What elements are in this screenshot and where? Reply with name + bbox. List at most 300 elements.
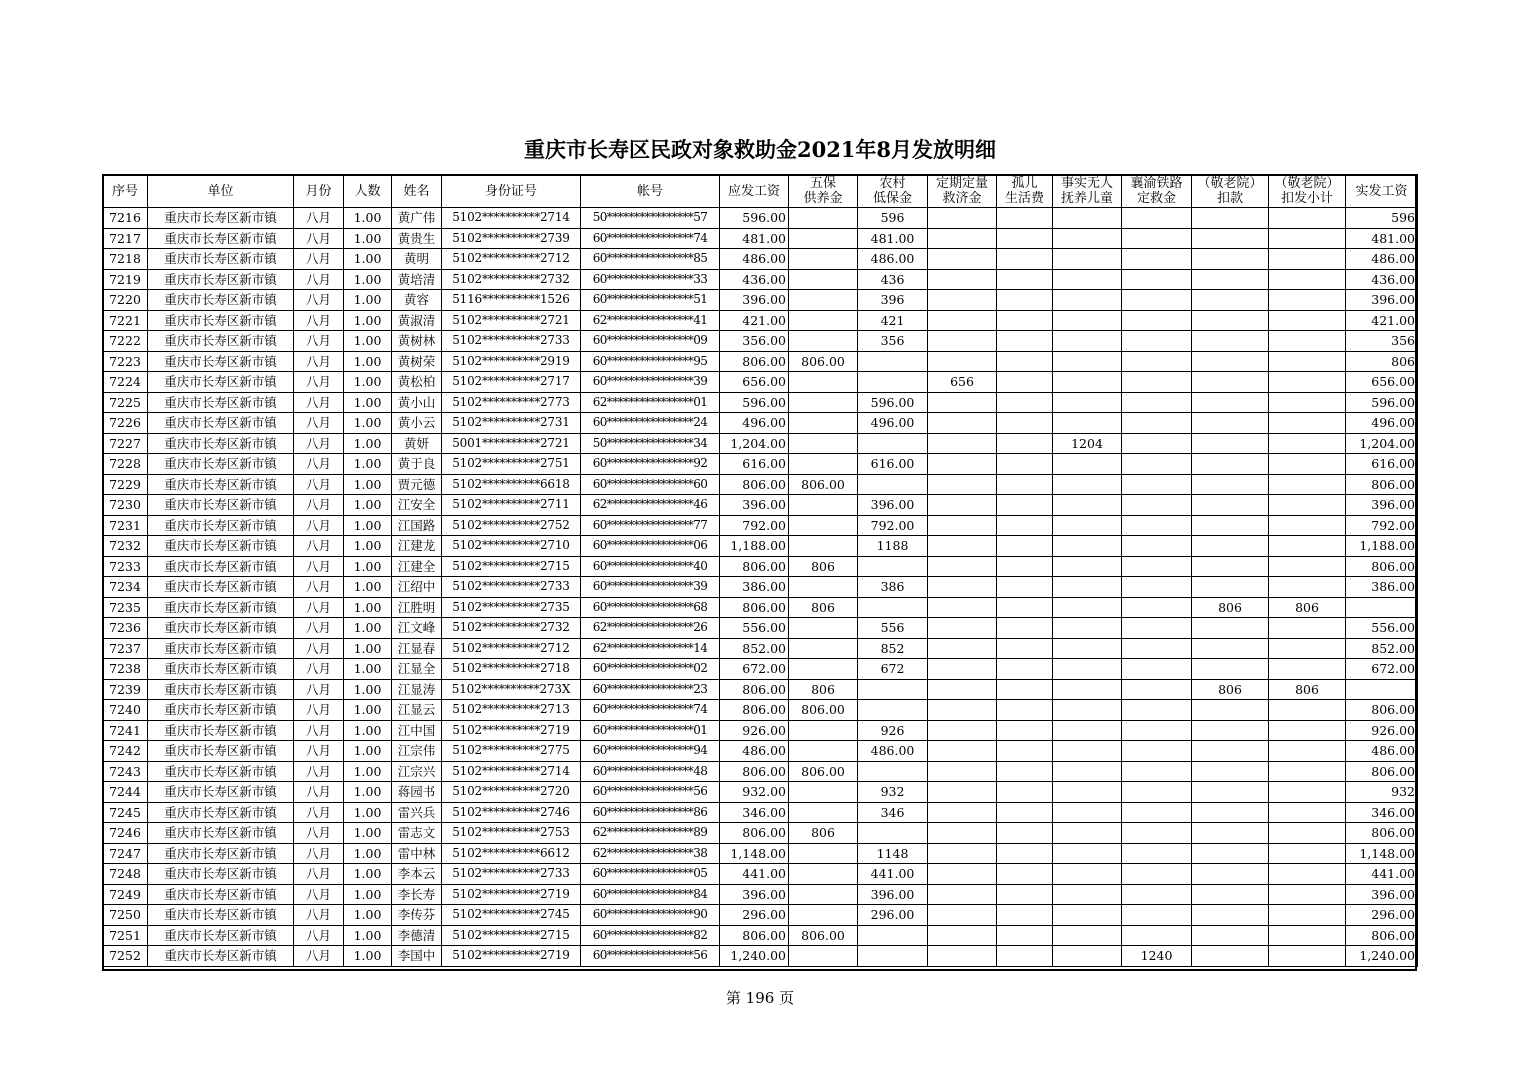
cell-wubao [789, 843, 858, 864]
cell-month: 八月 [294, 290, 344, 311]
cell-due: 396.00 [720, 290, 789, 311]
cell-jlyxj [1269, 577, 1346, 598]
cell-month: 八月 [294, 249, 344, 270]
cell-people: 1.00 [344, 269, 392, 290]
cell-wubao [789, 884, 858, 905]
cell-idno: 5102**********2714 [442, 208, 581, 229]
cell-dibao [858, 556, 928, 577]
table-row [103, 228, 1418, 249]
cell-jlyxj [1269, 659, 1346, 680]
cell-due: 616.00 [720, 454, 789, 475]
cell-name: 江显全 [392, 659, 442, 680]
cell-actual: 296.00 [1346, 905, 1418, 926]
cell-jlykk [1192, 925, 1269, 946]
cell-guer [997, 638, 1053, 659]
table-body [103, 208, 1418, 967]
cell-wubao [789, 720, 858, 741]
cell-unit: 重庆市长寿区新市镇 [148, 905, 294, 926]
cell-name: 黄妍 [392, 433, 442, 454]
cell-account: 60****************77 [581, 515, 720, 536]
cell-shishi [1053, 331, 1122, 352]
cell-idno: 5102**********2718 [442, 659, 581, 680]
table-row [103, 372, 1418, 393]
cell-shishi [1053, 536, 1122, 557]
cell-xiangyu [1122, 577, 1192, 598]
cell-unit: 重庆市长寿区新市镇 [148, 577, 294, 598]
cell-account: 60****************01 [581, 720, 720, 741]
cell-account: 62****************38 [581, 843, 720, 864]
cell-dingqi [928, 905, 997, 926]
cell-jlyxj: 806 [1269, 597, 1346, 618]
cell-shishi [1053, 741, 1122, 762]
cell-account: 60****************09 [581, 331, 720, 352]
cell-due: 346.00 [720, 802, 789, 823]
cell-due: 806.00 [720, 556, 789, 577]
cell-wubao: 806 [789, 597, 858, 618]
cell-idno: 5102**********2752 [442, 515, 581, 536]
cell-month: 八月 [294, 679, 344, 700]
cell-jlykk [1192, 946, 1269, 967]
table-row [103, 720, 1418, 741]
cell-month: 八月 [294, 577, 344, 598]
cell-account: 60****************39 [581, 372, 720, 393]
cell-dingqi [928, 515, 997, 536]
cell-seq: 7223 [103, 351, 148, 372]
cell-dibao: 396.00 [858, 884, 928, 905]
table-row [103, 946, 1418, 967]
cell-wubao: 806.00 [789, 700, 858, 721]
cell-people: 1.00 [344, 433, 392, 454]
cell-idno: 5102**********2733 [442, 577, 581, 598]
cell-seq: 7217 [103, 228, 148, 249]
cell-xiangyu [1122, 515, 1192, 536]
cell-guer [997, 495, 1053, 516]
cell-wubao [789, 228, 858, 249]
cell-actual: 1,240.00 [1346, 946, 1418, 967]
cell-jlyxj [1269, 864, 1346, 885]
cell-seq: 7230 [103, 495, 148, 516]
column-header-account: 帐号 [581, 175, 720, 208]
cell-name: 李国中 [392, 946, 442, 967]
cell-seq: 7241 [103, 720, 148, 741]
cell-guer [997, 823, 1053, 844]
cell-wubao [789, 659, 858, 680]
cell-unit: 重庆市长寿区新市镇 [148, 925, 294, 946]
cell-name: 江中国 [392, 720, 442, 741]
cell-actual: 806 [1346, 351, 1418, 372]
cell-idno: 5102**********2735 [442, 597, 581, 618]
cell-guer [997, 474, 1053, 495]
cell-seq: 7234 [103, 577, 148, 598]
cell-wubao [789, 638, 858, 659]
cell-jlykk [1192, 720, 1269, 741]
cell-actual: 806.00 [1346, 823, 1418, 844]
cell-month: 八月 [294, 228, 344, 249]
cell-wubao: 806.00 [789, 761, 858, 782]
cell-jlyxj [1269, 720, 1346, 741]
cell-account: 60****************48 [581, 761, 720, 782]
cell-jlyxj [1269, 351, 1346, 372]
cell-wubao [789, 433, 858, 454]
cell-actual [1346, 597, 1418, 618]
column-header-people: 人数 [344, 175, 392, 208]
cell-month: 八月 [294, 556, 344, 577]
cell-xiangyu [1122, 925, 1192, 946]
cell-jlyxj [1269, 474, 1346, 495]
cell-xiangyu [1122, 823, 1192, 844]
cell-due: 806.00 [720, 823, 789, 844]
cell-dibao: 421 [858, 310, 928, 331]
cell-dibao [858, 823, 928, 844]
cell-dingqi [928, 884, 997, 905]
cell-dibao: 486.00 [858, 249, 928, 270]
cell-xiangyu [1122, 454, 1192, 475]
cell-seq: 7235 [103, 597, 148, 618]
cell-dibao: 556 [858, 618, 928, 639]
table-row [103, 802, 1418, 823]
cell-month: 八月 [294, 618, 344, 639]
cell-unit: 重庆市长寿区新市镇 [148, 761, 294, 782]
cell-wubao [789, 905, 858, 926]
cell-guer [997, 310, 1053, 331]
cell-jlyxj [1269, 249, 1346, 270]
table-row [103, 679, 1418, 700]
cell-dingqi [928, 700, 997, 721]
cell-account: 60****************05 [581, 864, 720, 885]
cell-dibao: 481.00 [858, 228, 928, 249]
cell-wubao [789, 372, 858, 393]
cell-idno: 5102**********2751 [442, 454, 581, 475]
cell-idno: 5102**********2732 [442, 269, 581, 290]
cell-jlyxj [1269, 290, 1346, 311]
cell-unit: 重庆市长寿区新市镇 [148, 946, 294, 967]
cell-dingqi [928, 946, 997, 967]
cell-jlykk [1192, 802, 1269, 823]
cell-wubao [789, 413, 858, 434]
cell-dingqi [928, 761, 997, 782]
cell-jlyxj [1269, 208, 1346, 229]
cell-dingqi [928, 249, 997, 270]
cell-shishi [1053, 269, 1122, 290]
cell-dibao [858, 761, 928, 782]
cell-people: 1.00 [344, 495, 392, 516]
cell-wubao [789, 310, 858, 331]
cell-wubao [789, 331, 858, 352]
cell-jlyxj [1269, 884, 1346, 905]
cell-guer [997, 331, 1053, 352]
cell-actual: 932 [1346, 782, 1418, 803]
cell-guer [997, 679, 1053, 700]
cell-xiangyu [1122, 720, 1192, 741]
cell-xiangyu [1122, 884, 1192, 905]
cell-wubao [789, 515, 858, 536]
cell-people: 1.00 [344, 351, 392, 372]
cell-dibao: 486.00 [858, 741, 928, 762]
cell-jlyxj [1269, 495, 1346, 516]
cell-jlyxj [1269, 433, 1346, 454]
cell-people: 1.00 [344, 823, 392, 844]
cell-account: 60****************39 [581, 577, 720, 598]
cell-wubao [789, 208, 858, 229]
cell-account: 60****************82 [581, 925, 720, 946]
cell-due: 396.00 [720, 495, 789, 516]
cell-account: 60****************23 [581, 679, 720, 700]
cell-due: 356.00 [720, 331, 789, 352]
cell-shishi [1053, 864, 1122, 885]
cell-xiangyu [1122, 433, 1192, 454]
cell-seq: 7233 [103, 556, 148, 577]
cell-seq: 7226 [103, 413, 148, 434]
cell-jlykk [1192, 577, 1269, 598]
cell-seq: 7231 [103, 515, 148, 536]
cell-unit: 重庆市长寿区新市镇 [148, 310, 294, 331]
cell-jlyxj [1269, 700, 1346, 721]
cell-seq: 7220 [103, 290, 148, 311]
cell-name: 黄容 [392, 290, 442, 311]
cell-due: 806.00 [720, 700, 789, 721]
cell-jlykk [1192, 843, 1269, 864]
cell-unit: 重庆市长寿区新市镇 [148, 659, 294, 680]
cell-idno: 5102**********2773 [442, 392, 581, 413]
cell-month: 八月 [294, 536, 344, 557]
cell-people: 1.00 [344, 597, 392, 618]
cell-idno: 5102**********6612 [442, 843, 581, 864]
cell-jlykk [1192, 884, 1269, 905]
cell-seq: 7221 [103, 310, 148, 331]
cell-xiangyu [1122, 351, 1192, 372]
cell-jlyxj [1269, 802, 1346, 823]
cell-unit: 重庆市长寿区新市镇 [148, 618, 294, 639]
cell-jlykk [1192, 454, 1269, 475]
cell-dingqi [928, 782, 997, 803]
cell-shishi [1053, 597, 1122, 618]
cell-actual: 346.00 [1346, 802, 1418, 823]
cell-jlyxj [1269, 843, 1346, 864]
table-row [103, 864, 1418, 885]
cell-xiangyu: 1240 [1122, 946, 1192, 967]
cell-people: 1.00 [344, 413, 392, 434]
cell-shishi [1053, 228, 1122, 249]
cell-seq: 7244 [103, 782, 148, 803]
cell-wubao: 806.00 [789, 474, 858, 495]
cell-shishi [1053, 392, 1122, 413]
cell-jlykk [1192, 659, 1269, 680]
cell-due: 496.00 [720, 413, 789, 434]
cell-dingqi [928, 802, 997, 823]
cell-jlyxj: 806 [1269, 679, 1346, 700]
column-header-name: 姓名 [392, 175, 442, 208]
cell-unit: 重庆市长寿区新市镇 [148, 741, 294, 762]
cell-wubao [789, 290, 858, 311]
cell-jlyxj [1269, 618, 1346, 639]
cell-unit: 重庆市长寿区新市镇 [148, 720, 294, 741]
cell-people: 1.00 [344, 782, 392, 803]
cell-actual: 441.00 [1346, 864, 1418, 885]
cell-name: 江显云 [392, 700, 442, 721]
cell-wubao [789, 249, 858, 270]
cell-wubao [789, 782, 858, 803]
table-row [103, 310, 1418, 331]
cell-jlykk [1192, 290, 1269, 311]
cell-xiangyu [1122, 331, 1192, 352]
cell-guer [997, 905, 1053, 926]
cell-people: 1.00 [344, 802, 392, 823]
cell-xiangyu [1122, 536, 1192, 557]
cell-shishi [1053, 823, 1122, 844]
cell-due: 806.00 [720, 925, 789, 946]
cell-unit: 重庆市长寿区新市镇 [148, 392, 294, 413]
cell-actual: 792.00 [1346, 515, 1418, 536]
cell-shishi [1053, 474, 1122, 495]
cell-name: 贾元德 [392, 474, 442, 495]
cell-wubao [789, 577, 858, 598]
cell-dibao: 596 [858, 208, 928, 229]
cell-actual: 616.00 [1346, 454, 1418, 475]
cell-seq: 7249 [103, 884, 148, 905]
cell-unit: 重庆市长寿区新市镇 [148, 495, 294, 516]
cell-seq: 7227 [103, 433, 148, 454]
cell-account: 50****************57 [581, 208, 720, 229]
cell-wubao [789, 269, 858, 290]
cell-jlykk: 806 [1192, 597, 1269, 618]
cell-jlykk [1192, 208, 1269, 229]
cell-jlyxj [1269, 536, 1346, 557]
cell-guer [997, 228, 1053, 249]
cell-xiangyu [1122, 659, 1192, 680]
cell-name: 黄广伟 [392, 208, 442, 229]
cell-guer [997, 618, 1053, 639]
cell-shishi [1053, 454, 1122, 475]
cell-jlykk [1192, 331, 1269, 352]
cell-guer [997, 454, 1053, 475]
cell-month: 八月 [294, 413, 344, 434]
cell-account: 50****************34 [581, 433, 720, 454]
cell-jlyxj [1269, 741, 1346, 762]
cell-seq: 7224 [103, 372, 148, 393]
cell-idno: 5102**********2753 [442, 823, 581, 844]
cell-actual: 556.00 [1346, 618, 1418, 639]
cell-shishi [1053, 843, 1122, 864]
cell-actual: 656.00 [1346, 372, 1418, 393]
cell-dingqi [928, 597, 997, 618]
cell-dingqi [928, 495, 997, 516]
cell-due: 596.00 [720, 208, 789, 229]
cell-month: 八月 [294, 720, 344, 741]
cell-dibao: 296.00 [858, 905, 928, 926]
cell-dibao [858, 433, 928, 454]
cell-dibao: 441.00 [858, 864, 928, 885]
cell-due: 1,148.00 [720, 843, 789, 864]
cell-month: 八月 [294, 515, 344, 536]
cell-dingqi [928, 310, 997, 331]
cell-jlyxj [1269, 515, 1346, 536]
cell-name: 江显春 [392, 638, 442, 659]
cell-unit: 重庆市长寿区新市镇 [148, 474, 294, 495]
cell-unit: 重庆市长寿区新市镇 [148, 802, 294, 823]
cell-guer [997, 843, 1053, 864]
cell-name: 李传芬 [392, 905, 442, 926]
cell-jlyxj [1269, 823, 1346, 844]
cell-idno: 5102**********2717 [442, 372, 581, 393]
cell-name: 江文峰 [392, 618, 442, 639]
cell-dingqi [928, 659, 997, 680]
table-row [103, 577, 1418, 598]
column-header-dingqi: 定期定量 救济金 [928, 175, 997, 208]
cell-xiangyu [1122, 495, 1192, 516]
cell-actual: 396.00 [1346, 290, 1418, 311]
page-number: 第 196 页 [725, 989, 795, 1007]
cell-unit: 重庆市长寿区新市镇 [148, 536, 294, 557]
cell-xiangyu [1122, 782, 1192, 803]
cell-jlyxj [1269, 228, 1346, 249]
cell-guer [997, 290, 1053, 311]
cell-month: 八月 [294, 372, 344, 393]
cell-due: 486.00 [720, 741, 789, 762]
cell-due: 396.00 [720, 884, 789, 905]
cell-idno: 5102**********2775 [442, 741, 581, 762]
cell-guer [997, 761, 1053, 782]
cell-seq: 7250 [103, 905, 148, 926]
cell-xiangyu [1122, 392, 1192, 413]
cell-guer [997, 802, 1053, 823]
cell-actual: 356 [1346, 331, 1418, 352]
cell-due: 806.00 [720, 761, 789, 782]
cell-seq: 7229 [103, 474, 148, 495]
cell-seq: 7225 [103, 392, 148, 413]
cell-jlykk [1192, 474, 1269, 495]
cell-due: 296.00 [720, 905, 789, 926]
cell-due: 556.00 [720, 618, 789, 639]
cell-due: 806.00 [720, 597, 789, 618]
table-row [103, 782, 1418, 803]
cell-month: 八月 [294, 925, 344, 946]
cell-month: 八月 [294, 946, 344, 967]
table-row [103, 433, 1418, 454]
table-row [103, 843, 1418, 864]
cell-xiangyu [1122, 249, 1192, 270]
cell-wubao [789, 802, 858, 823]
cell-guer [997, 392, 1053, 413]
cell-seq: 7237 [103, 638, 148, 659]
cell-actual: 672.00 [1346, 659, 1418, 680]
cell-idno: 5102**********2733 [442, 331, 581, 352]
cell-jlykk [1192, 413, 1269, 434]
column-header-month: 月份 [294, 175, 344, 208]
cell-unit: 重庆市长寿区新市镇 [148, 372, 294, 393]
column-header-wubao: 五保 供养金 [789, 175, 858, 208]
cell-actual: 1,204.00 [1346, 433, 1418, 454]
cell-actual: 481.00 [1346, 228, 1418, 249]
cell-account: 60****************74 [581, 700, 720, 721]
cell-dibao: 852 [858, 638, 928, 659]
cell-month: 八月 [294, 905, 344, 926]
cell-jlyxj [1269, 413, 1346, 434]
cell-account: 60****************86 [581, 802, 720, 823]
cell-unit: 重庆市长寿区新市镇 [148, 884, 294, 905]
cell-seq: 7232 [103, 536, 148, 557]
cell-month: 八月 [294, 351, 344, 372]
cell-month: 八月 [294, 843, 344, 864]
cell-due: 486.00 [720, 249, 789, 270]
cell-people: 1.00 [344, 884, 392, 905]
table-row [103, 495, 1418, 516]
cell-dingqi [928, 269, 997, 290]
cell-seq: 7248 [103, 864, 148, 885]
cell-month: 八月 [294, 659, 344, 680]
cell-actual: 436.00 [1346, 269, 1418, 290]
cell-month: 八月 [294, 782, 344, 803]
table-row [103, 556, 1418, 577]
